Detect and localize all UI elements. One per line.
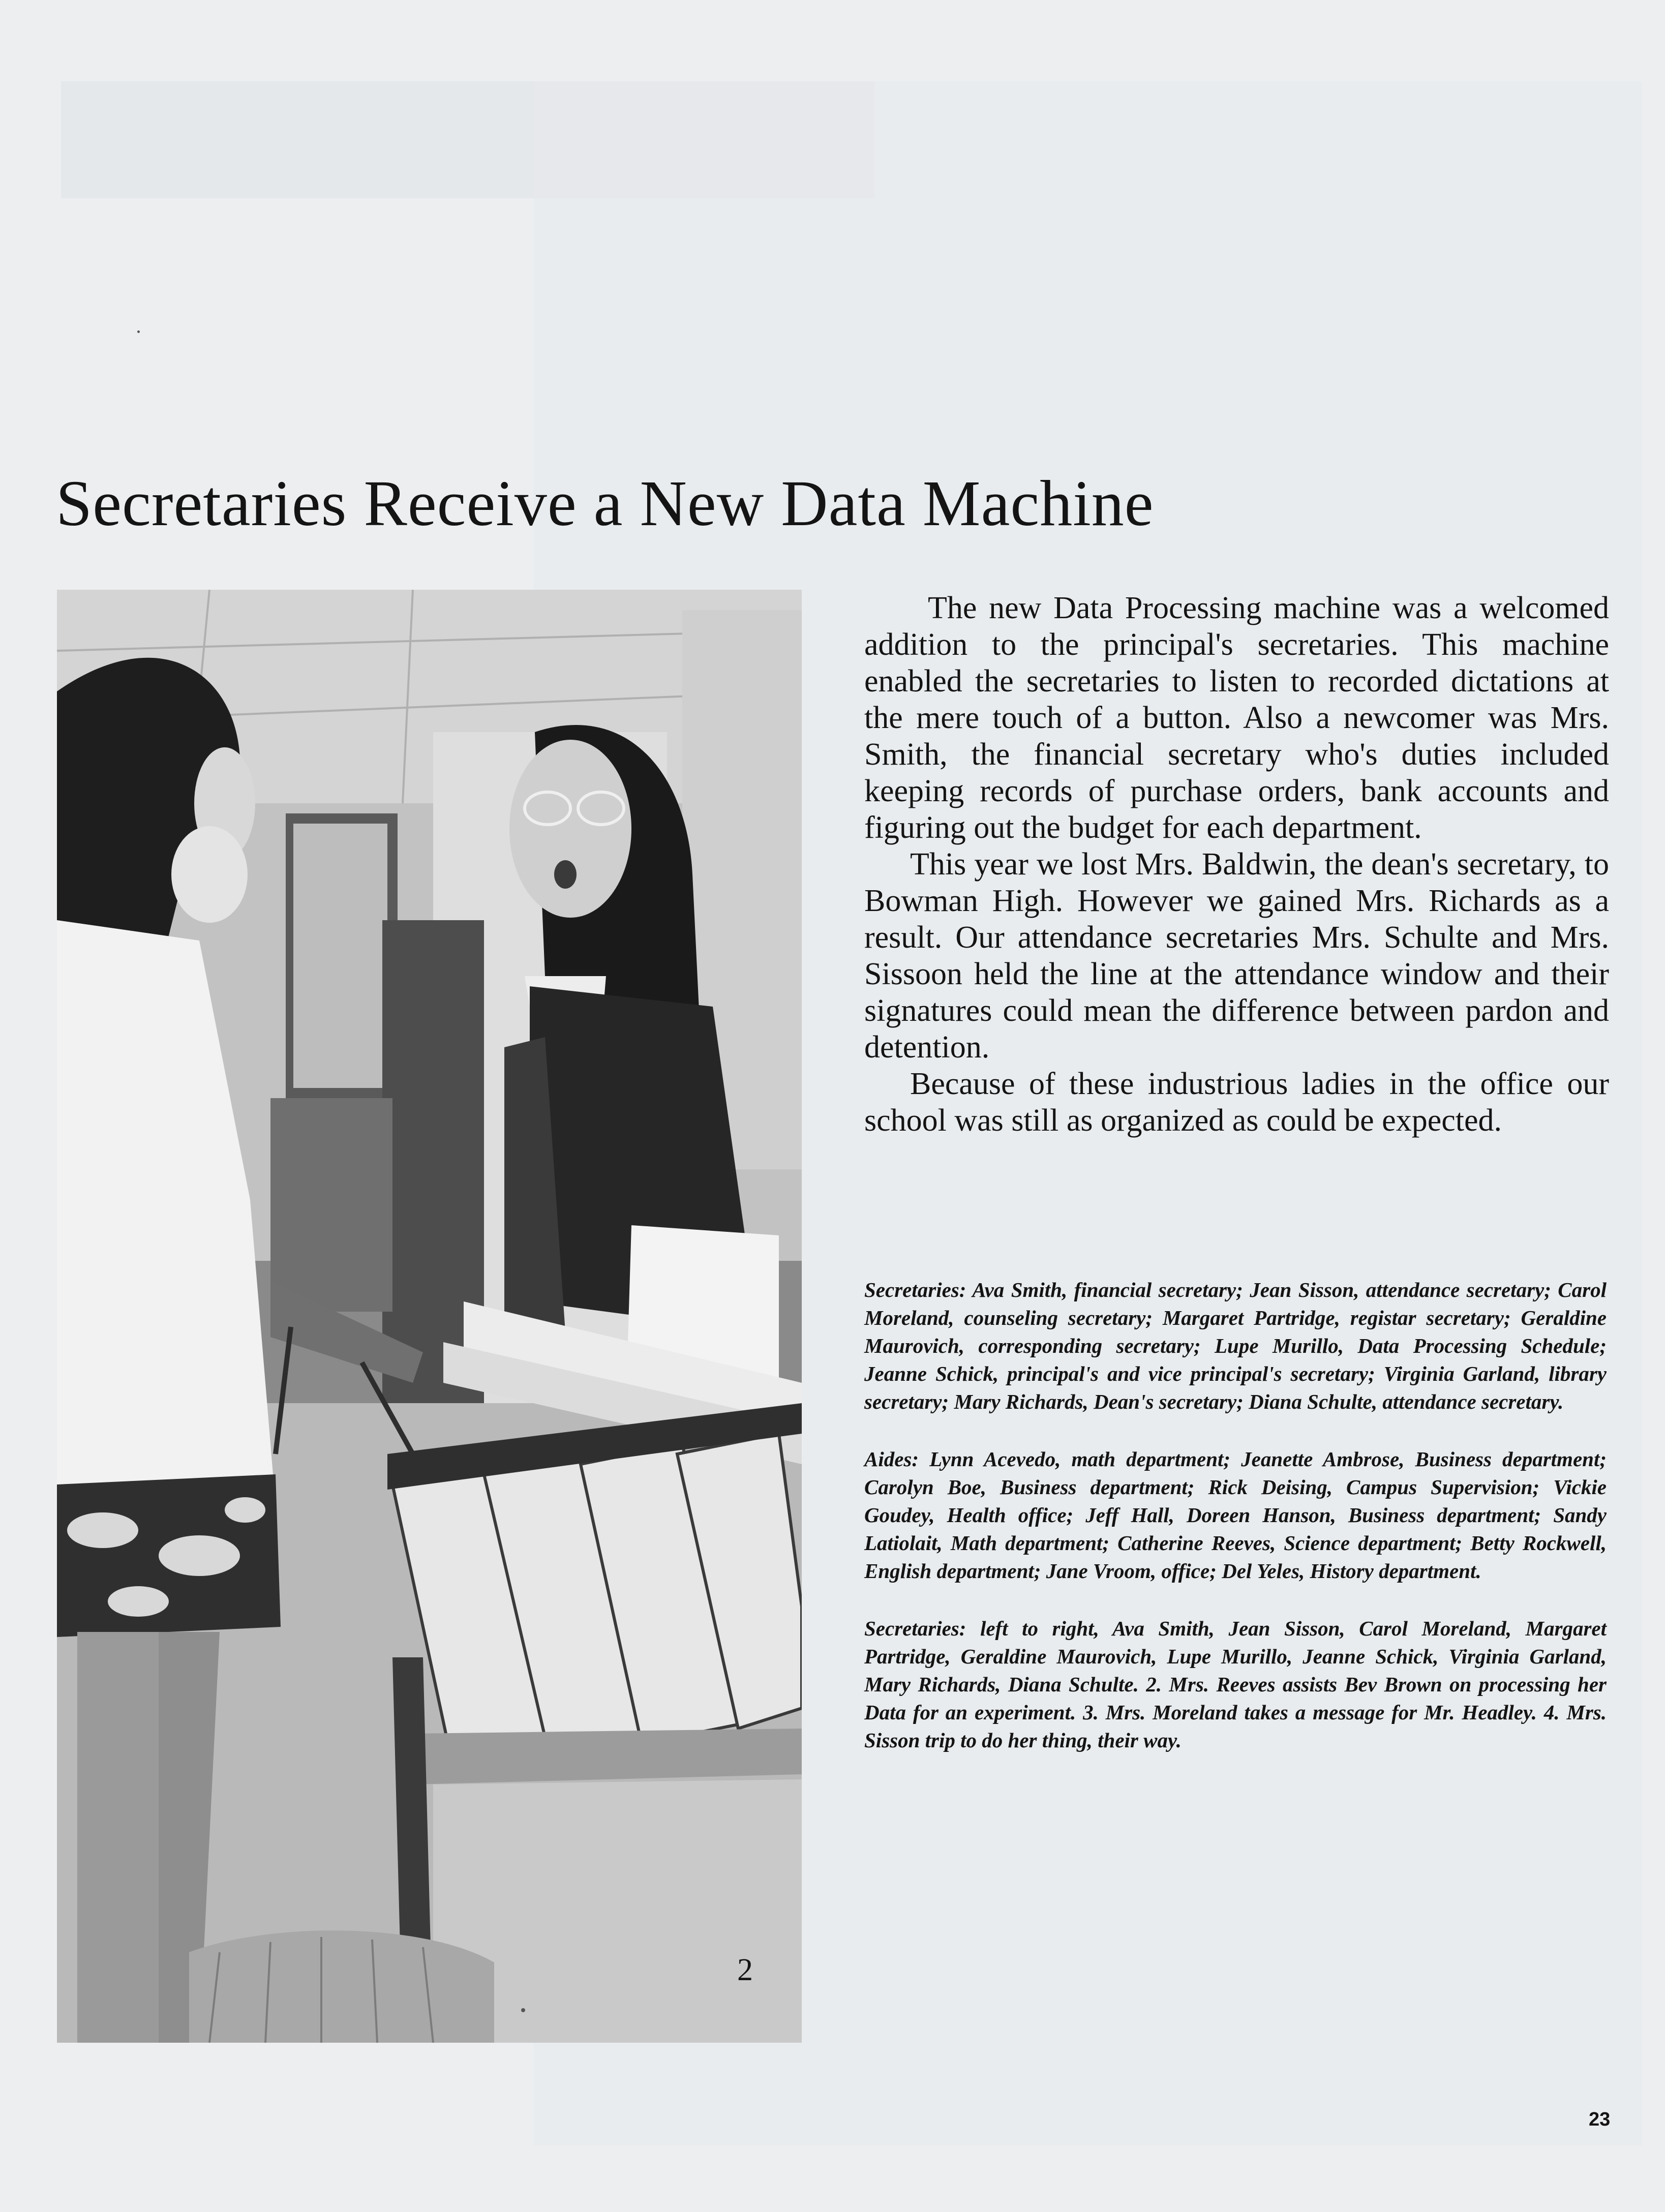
body-paragraph: This year we lost Mrs. Baldwin, the dean's secretary, to Bowman High. However we gained Mrs. Richards as a result. Our attendance secretaries Mrs. Schulte and Mrs. Sissoon held the line at the attendance window and their signatures could mean the difference between pardon and detention. (864, 847, 1609, 1065)
body-paragraph: The new Data Processing machine was a welcomed addition to the principal's secretaries. This machine enabled the secretaries to listen to recorded dictations at the mere touch of a button. Also a newcomer was Mrs. Smith, the financial secretary who's duties included keeping records of purchase orders, bank accounts and figuring out the budget for each department. (864, 591, 1609, 845)
article-body (864, 590, 1609, 1139)
page-title: Secretaries Receive a New Data Machine (56, 467, 1154, 539)
print-speck (137, 330, 140, 333)
page-number: 23 (1589, 2109, 1611, 2130)
caption-aides: Aides: Lynn Acevedo, math department; Jeanette Ambrose, Business department; Carolyn Boe, Business department; Rick Deising, Campus Supervision; Vickie Goudey, Health office; Jeff Hall, Doreen Hanson, Business department; Sandy Latiolait, Math department; Catherine Reeves, Science department; Betty Rockwell, English department; Jane Vroom, office; Del Yeles, History department. (864, 1447, 1607, 1583)
photo-captions (864, 1276, 1607, 1784)
caption-secretaries: Secretaries: Ava Smith, financial secretary; Jean Sisson, attendance secretary; Carol Moreland, counseling secretary; Margaret Partridge, registar secretary; Geraldine Maurovich, corresponding secretary; Lupe Murillo, Data Processing Schedule; Jeanne Schick, principal's and vice principal's secretary; Virginia Garland, library secretary; Mary Richards, Dean's secretary; Diana Schulte, attendance secretary. (864, 1278, 1607, 1413)
inner-page-number: 2 (737, 1953, 753, 1987)
caption-photo-credits: Secretaries: left to right, Ava Smith, Jean Sisson, Carol Moreland, Margaret Partridge, Geraldine Maurovich, Lupe Murillo, Jeanne Schick, Virginia Garland, Mary Richards, Diana Schulte. 2. Mrs. Reeves assists Bev Brown on processing her Data for an experiment. 3. Mrs. Moreland takes a message for Mr. Headley. 4. Mrs. Sisson trip to do her thing, their way. (864, 1617, 1607, 1752)
office-photo (57, 590, 802, 2043)
print-speck (521, 2008, 525, 2012)
body-paragraph: Because of these industrious ladies in the office our school was still as organized as could be expected. (864, 1067, 1609, 1138)
